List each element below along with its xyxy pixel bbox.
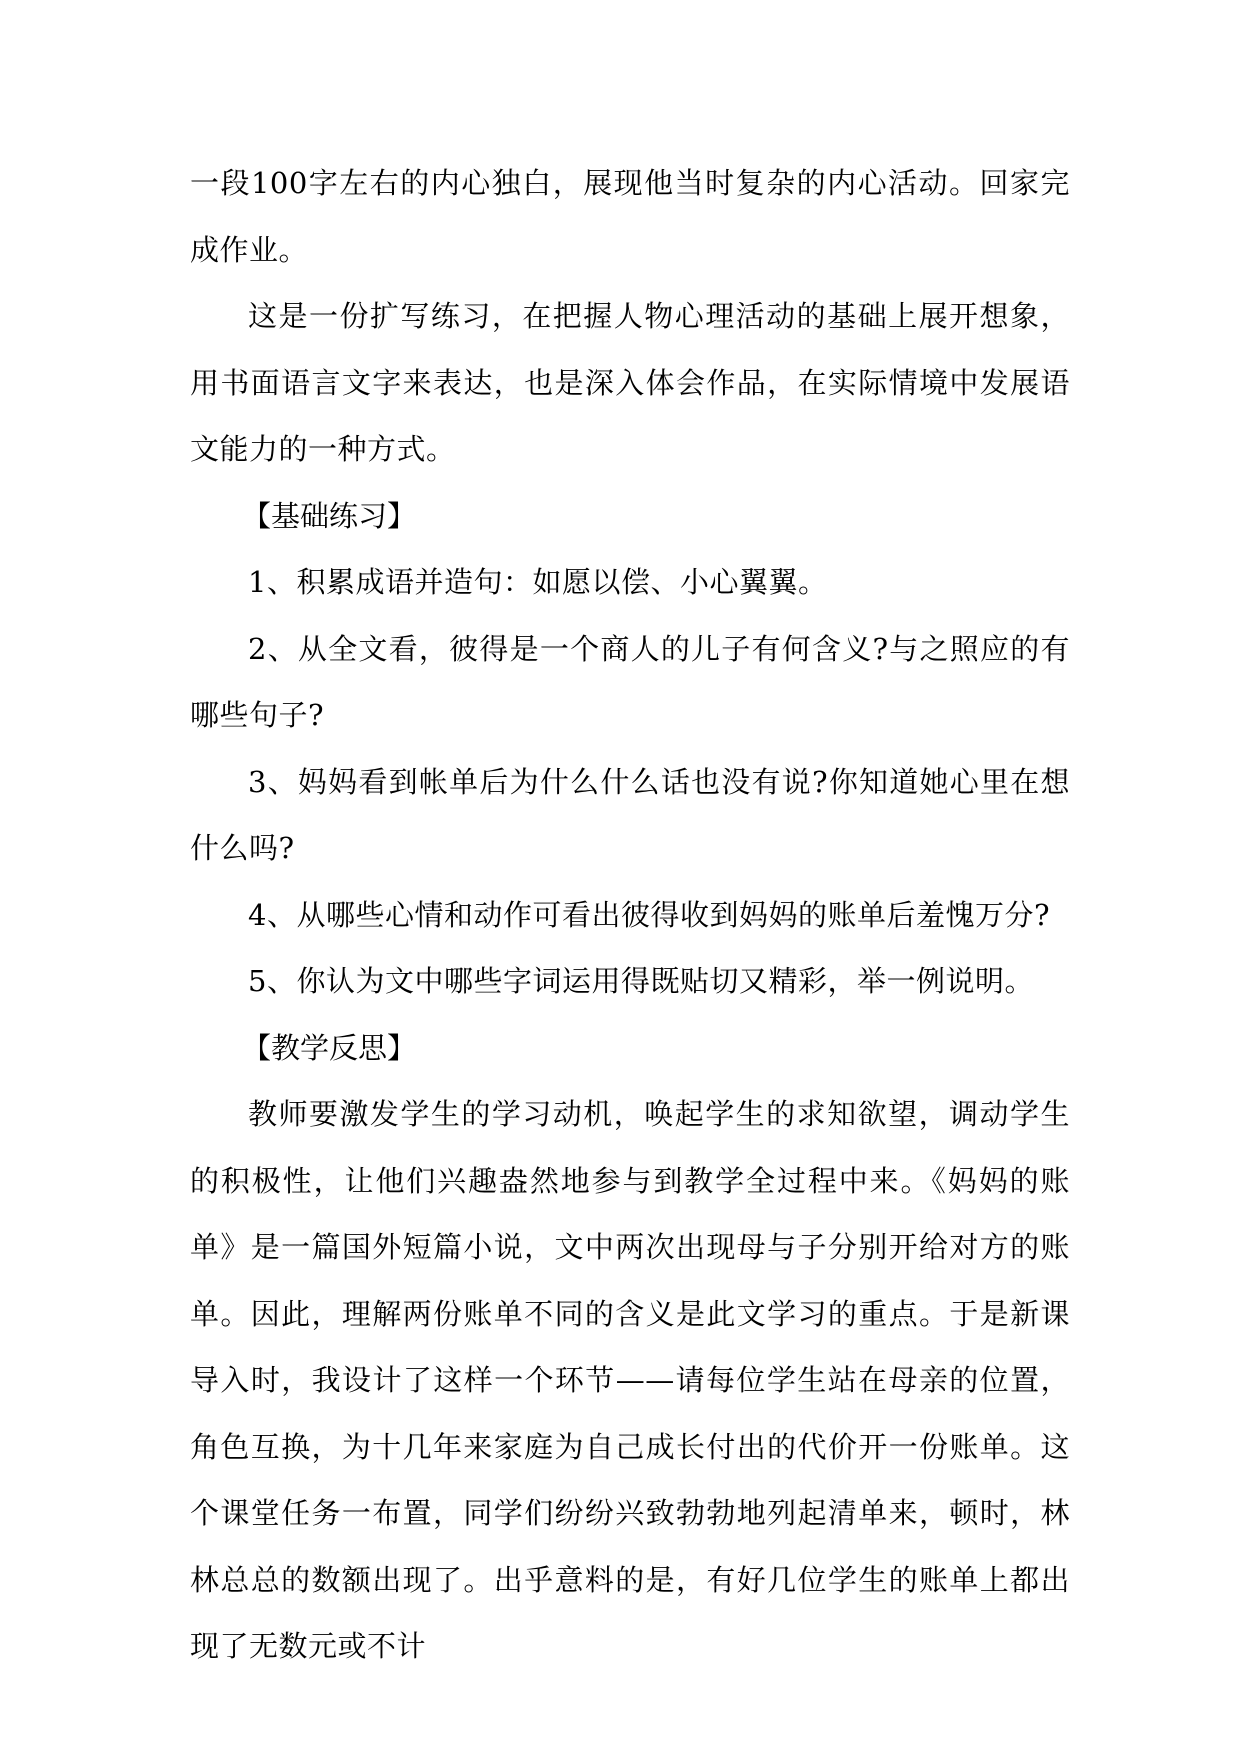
question-2: 2、从全文看，彼得是一个商人的儿子有何含义?与之照应的有哪些句子?: [190, 631, 1070, 732]
section-heading-basic-practice: 【基础练习】: [242, 498, 417, 533]
question-4: 4、从哪些心情和动作可看出彼得收到妈妈的账单后羞愧万分?: [248, 897, 1050, 932]
question-1: 1、积累成语并造句：如愿以偿、小心翼翼。: [248, 565, 828, 599]
paragraph-continuation: 一段100字左右的内心独白，展现他当时复杂的内心活动。回家完成作业。: [190, 166, 1070, 267]
question-5: 5、你认为文中哪些字词运用得既贴切又精彩，举一例说明。: [248, 964, 1034, 998]
document-body: [190, 150, 1070, 1680]
paragraph-reflection: 教师要激发学生的学习动机，唤起学生的求知欲望，调动学生的积极性，让他们兴趣盎然地参与到教学全过程中来。《妈妈的账单》是一篇国外短篇小说，文中两次出现母与子分别开给对方的账单。因此，理解两份账单不同的含义是此文学习的重点。于是新课导入时，我设计了这样一个环节——请每位学生站在母亲的位置，角色互换，为十几年来家庭为自己成长付出的代价开一份账单。这个课堂任务一布置，同学们纷纷兴致勃勃地列起清单来，顿时，林林总总的数额出现了。出乎意料的是，有好几位学生的账单上都出现了无数元或不计: [190, 1097, 1070, 1663]
paragraph-expansion-exercise: 这是一份扩写练习，在把握人物心理活动的基础上展开想象，用书面语言文字来表达，也是深入体会作品，在实际情境中发展语文能力的一种方式。: [190, 299, 1070, 466]
question-3: 3、妈妈看到帐单后为什么什么话也没有说?你知道她心里在想什么吗?: [190, 764, 1070, 865]
section-heading-teaching-reflection: 【教学反思】: [242, 1030, 417, 1065]
